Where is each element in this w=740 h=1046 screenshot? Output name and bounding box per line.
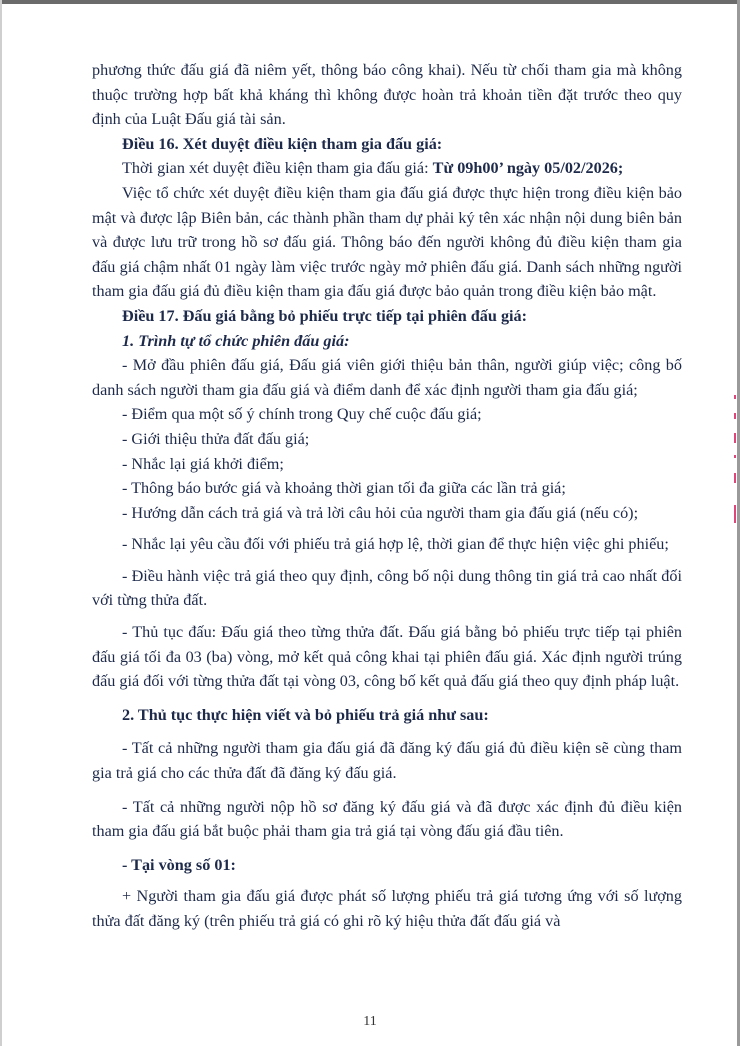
article-17-heading: Điều 17. Đấu giá bằng bỏ phiếu trực tiếp tại phiên đấu giá: xyxy=(122,306,528,325)
round-1-heading: - Tại vòng số 01: xyxy=(122,855,236,874)
list-item: - Thủ tục đấu: Đấu giá theo từng thửa đất. Đấu giá bằng bỏ phiếu trực tiếp tại phiên đấu giá tối đa 03 (ba) vòng, mở kết quả công khai tại phiên đấu giá. Xác định người trúng đấu giá đối với từng thửa đất tại vòng 03, công bố kết quả đấu giá theo quy định pháp luật. xyxy=(92,623,682,691)
list-item: - Hướng dẫn cách trả giá và trả lời câu hỏi của người tham gia đấu giá (nếu có); xyxy=(122,503,639,522)
section-1-heading: 1. Trình tự tổ chức phiên đấu giá: xyxy=(122,331,350,350)
page-number: 11 xyxy=(363,1014,377,1029)
section-2-heading: 2. Thủ tục thực hiện viết và bỏ phiếu trả giá như sau: xyxy=(122,705,489,724)
list-item: - Tất cả những người tham gia đấu giá đã đăng ký đấu giá đủ điều kiện sẽ cùng tham gia trả giá cho các thửa đất đã đăng ký đấu giá. xyxy=(92,739,682,783)
list-item: - Thông báo bước giá và khoảng thời gian tối đa giữa các lần trả giá; xyxy=(122,479,566,498)
list-item: - Nhắc lại giá khởi điểm; xyxy=(122,454,284,473)
review-process-paragraph: Việc tổ chức xét duyệt điều kiện tham gia đấu giá được thực hiện trong điều kiện bảo mật và được lập Biên bản, các thành phần tham dự phải ký tên xác nhận nội dung biên bản và được lưu trữ trong hồ sơ đấu giá. Thông báo đến người không đủ điều kiện tham gia đấu giá chậm nhất 01 ngày làm việc trước ngày mở phiên đấu giá. Danh sách những người tham gia đấu giá đủ điều kiện tham gia đấu giá được bảo quản trong điều kiện bảo mật. xyxy=(92,183,682,301)
list-item: - Nhắc lại yêu cầu đối với phiếu trả giá hợp lệ, thời gian để thực hiện việc ghi phiếu; xyxy=(122,535,669,554)
article-16-heading: Điều 16. Xét duyệt điều kiện tham gia đấu giá: xyxy=(122,134,443,153)
list-item: - Điểm qua một số ý chính trong Quy chế cuộc đấu giá; xyxy=(122,405,482,424)
margin-stamp-marks xyxy=(730,395,736,555)
scan-left-edge xyxy=(0,0,2,1046)
review-time-value: Từ 09h00’ ngày 05/02/2026; xyxy=(432,159,624,178)
list-item: - Điều hành việc trả giá theo quy định, công bố nội dung thông tin giá trả cao nhất đối với từng thửa đất. xyxy=(92,566,682,610)
review-time-label: Thời gian xét duyệt điều kiện tham gia đấu giá: xyxy=(122,159,433,178)
scan-top-edge xyxy=(0,0,740,4)
list-item: - Giới thiệu thửa đất đấu giá; xyxy=(122,429,310,448)
paragraph-continuation: phương thức đấu giá đã niêm yết, thông báo công khai). Nếu từ chối tham gia mà không thuộc trường hợp bất khả kháng thì không được hoàn trả khoản tiền đặt trước theo quy định của Luật Đấu giá tài sản. xyxy=(92,61,682,129)
list-item: - Tất cả những người nộp hồ sơ đăng ký đấu giá và đã được xác định đủ điều kiện tham gia đấu giá bắt buộc phải tham gia trả giá tại vòng đấu giá đầu tiên. xyxy=(92,797,682,841)
list-item: + Người tham gia đấu giá được phát số lượng phiếu trả giá tương ứng với số lượng thửa đất đăng ký (trên phiếu trả giá có ghi rõ ký hiệu thửa đất đấu giá và xyxy=(92,887,682,930)
list-item: - Mở đầu phiên đấu giá, Đấu giá viên giới thiệu bản thân, người giúp việc; công bố danh sách người tham gia đấu giá và điểm danh để xác định người tham gia đấu giá; xyxy=(92,356,682,399)
review-time-paragraph xyxy=(92,156,682,181)
document-page xyxy=(92,58,682,934)
